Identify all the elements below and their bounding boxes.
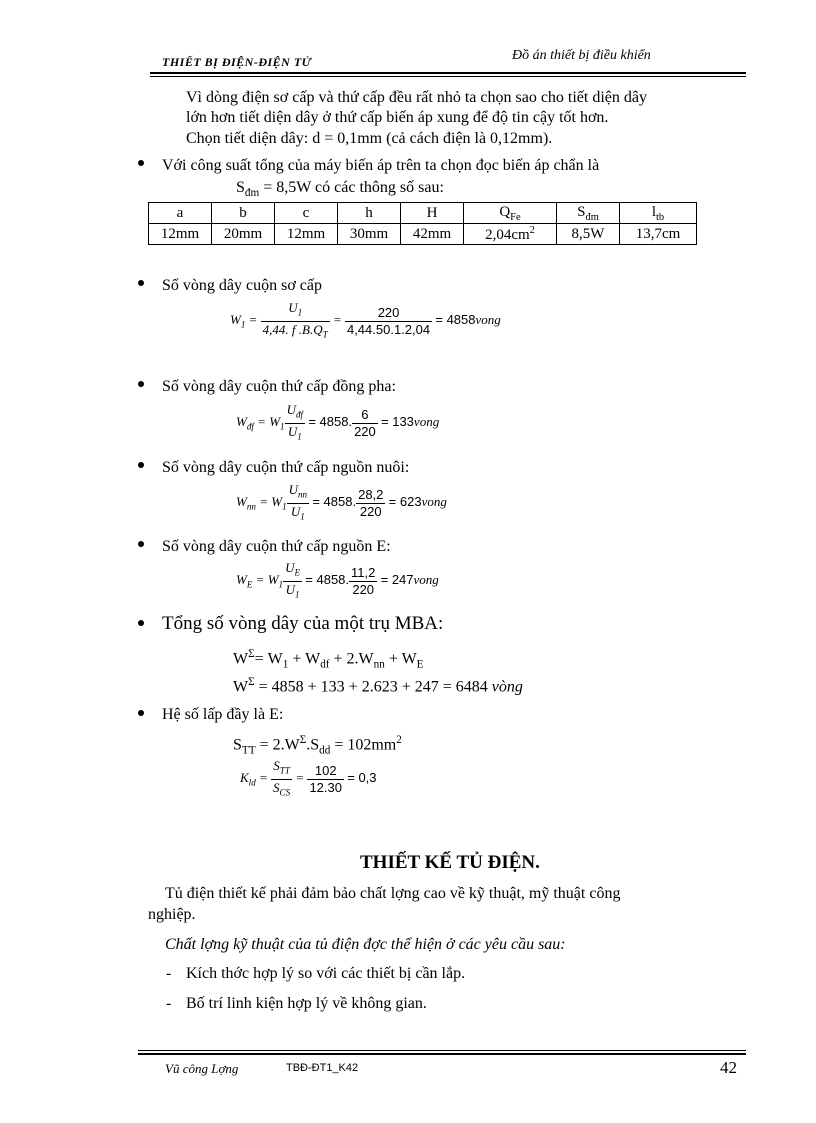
we-equation: $W_E = W_1$ $\frac{U_E}{U_1}$ = 4858. $\frac{11,2}{220}$ = 247vong [236,560,439,600]
table-header-cell: h [338,203,401,224]
bullet-dot [138,710,144,716]
bullet-dot [138,381,144,387]
footer-author: Vũ công Lợng [165,1061,239,1076]
fill-equation-k: $K_{ld}$ = $\frac{S_{TT}}{S_{CS}}$ = $\frac{102}{12.30}$ = 0,3 [240,758,377,798]
bullet-dot [138,280,144,286]
table-cell: 30mm [338,224,401,245]
header-rule-thick [150,72,746,74]
table-cell: 8,5W [557,224,620,245]
table-header-cell: b [212,203,275,224]
intro-line-2: lớn hơn tiết diện dây ở thứ cấp biến áp xung để độ tin cậy tốt hơn. [186,109,609,126]
total-equation-2: $W^\Sigma = 4858 + 133 + 2.623 + 247 = 6484$ vòng [233,676,523,696]
table-header-cell: c [275,203,338,224]
list-item: Bố trí linh kiện hợp lý về không gian. [186,995,427,1012]
table-header-row [149,203,697,224]
wdf-label: Số vòng dây cuộn thứ cấp đồng pha: [162,378,396,395]
list-item-dash: - [166,995,172,1012]
table-cell: 12mm [275,224,338,245]
table-header-cell: $Q_{Fe}$ [464,203,557,224]
cabinet-para-line-2: nghiệp. [148,906,196,923]
bullet-dot [138,541,144,547]
fill-equation-1: $S_{TT} = 2.W^\Sigma.S_{dd} = 102mm^2$ [233,734,402,757]
wnn-equation: $W_{nn} = W_1$ $\frac{U_{nn}}{U_1}$ = 4858. $\frac{28,2}{220}$ = 623vong [236,482,447,522]
wnn-label: Số vòng dây cuộn thứ cấp nguồn nuôi: [162,459,410,476]
cabinet-italic-line: Chất lợng kỹ thuật của tủ điện đợc thể hiện ở các yêu cầu sau: [165,936,566,953]
intro-line-3: Chọn tiết diện dây: d = 0,1mm (cả cách điện là 0,12mm). [186,130,553,147]
total-equation-1: $W^\Sigma= W_1 + W_{df} + 2.W_{nn} + W_E$ [233,648,424,671]
w1-equation: $W_1$ = $\frac{U_1}{4,44. f .B.Q_T}$ = $\frac{220}{4,44.50.1.2,04}$ = 4858vong [230,300,501,340]
footer-rule-thin [138,1050,746,1051]
list-item: Kích thớc hợp lý so với các thiết bị cần lắp. [186,965,466,982]
bullet-dot [138,620,144,626]
table-cell: 42mm [401,224,464,245]
header-left-title: THIẾT BỊ ĐIỆN-ĐIỆN TỬ [162,55,312,69]
page-number: 42 [720,1058,737,1077]
footer-rule-thick [138,1053,746,1055]
fill-label: Hệ số lấp đầy là E: [162,706,284,723]
bullet1-line-2: $S_{đm} = 8,5W$ có các thông số sau: [236,179,444,200]
footer-class: TBĐ-ĐT1_K42 [286,1062,359,1074]
bullet-dot [138,462,144,468]
intro-line-1: Vì dòng điện sơ cấp và thứ cấp đều rất nhỏ ta chọn sao cho tiết diện dây [186,89,647,106]
table-header-cell: $l_{tb}$ [620,203,697,224]
table-header-cell: a [149,203,212,224]
wdf-equation: $W_{đf} = W_1$ $\frac{U_{đf}}{U_1}$ = 4858. $\frac{6}{220}$ = 133vong [236,402,440,442]
table-cell: 12mm [149,224,212,245]
table-cell: 13,7cm [620,224,697,245]
header-rule-thin [150,76,746,77]
w1-label: Số vòng dây cuộn sơ cấp [162,277,322,294]
we-label: Số vòng dây cuộn thứ cấp nguồn E: [162,538,391,555]
table-cell: 20mm [212,224,275,245]
table-cell: $2,04cm^2$ [464,224,557,245]
bullet-dot [138,160,144,166]
total-label: Tổng số vòng dây của một trụ MBA: [162,613,444,634]
table-header-cell: $S_{đm}$ [557,203,620,224]
bullet1-line-1: Với công suất tổng của máy biến áp trên ta chọn đọc biến áp chẩn là [162,157,600,174]
table-header-cell: H [401,203,464,224]
cabinet-para-line-1: Tủ điện thiết kế phải đảm bảo chất lợng cao về kỹ thuật, mỹ thuật công [165,885,621,902]
table-row [149,224,697,245]
list-item-dash: - [166,965,172,982]
section-heading: THIẾT KẾ TỦ ĐIỆN. [360,852,540,873]
spec-table [148,202,697,245]
header-right-title: Đồ án thiết bị điều khiển [512,48,651,63]
